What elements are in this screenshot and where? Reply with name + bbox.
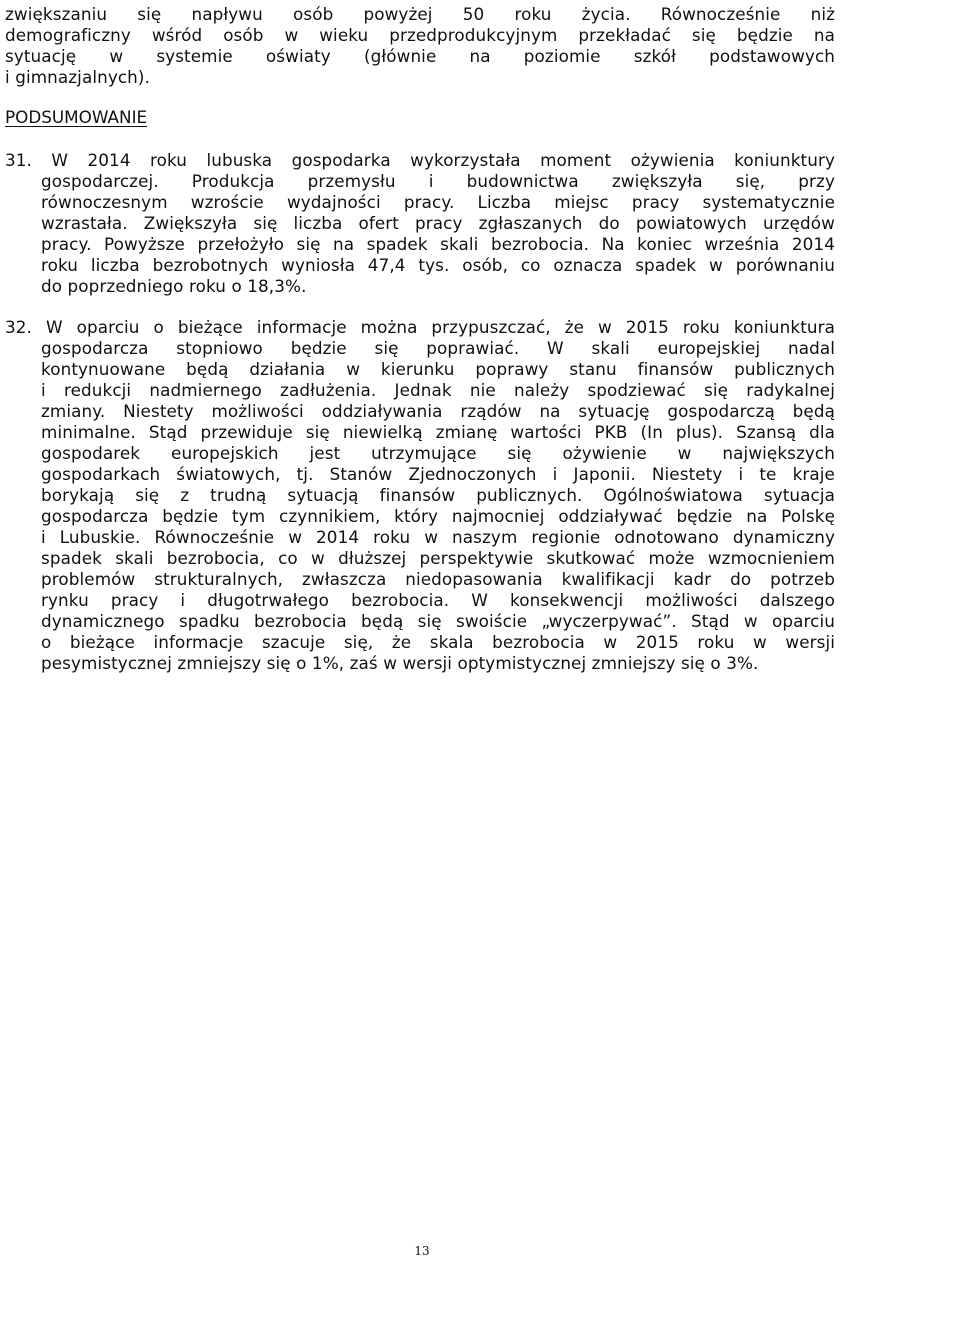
paragraph-32-line: 32. W oparciu o bieżące informacje można przypuszczać, że w 2015 roku koniunktura — [5, 317, 835, 337]
intro-line: i gimnazjalnych). — [5, 67, 151, 87]
paragraph-31-line: pracy. Powyższe przełożyło się na spadek skali bezrobocia. Na koniec września 2014 — [41, 234, 835, 254]
paragraph-32-line: gospodarkach światowych, tj. Stanów Zjednoczonych i Japonii. Niestety i te kraje — [41, 464, 835, 484]
paragraph-32-line: gospodarcza będzie tym czynnikiem, który najmocniej oddziaływać będzie na Polskę — [41, 506, 835, 526]
paragraph-32-line: dynamicznego spadku bezrobocia będą się swoiście „wyczerpywać”. Stąd w oparciu — [41, 611, 835, 631]
paragraph-32-line: i redukcji nadmiernego zadłużenia. Jednak nie należy spodziewać się radykalnej — [41, 380, 835, 400]
paragraph-32-line: pesymistycznej zmniejszy się o 1%, zaś w wersji optymistycznej zmniejszy się o 3%. — [41, 653, 759, 673]
paragraph-31-line: gospodarczej. Produkcja przemysłu i budownictwa zwiększyła się, przy — [41, 171, 835, 191]
paragraph-31-line: do poprzedniego roku o 18,3%. — [41, 276, 307, 296]
paragraph-32-line: borykają się z trudną sytuacją finansów publicznych. Ogólnoświatowa sytuacja — [41, 485, 835, 505]
intro-line: zwiększaniu się napływu osób powyżej 50 roku życia. Równocześnie niż — [5, 4, 835, 24]
paragraph-32-line: kontynuowane będą działania w kierunku poprawy stanu finansów publicznych — [41, 359, 835, 379]
paragraph-32-line: rynku pracy i długotrwałego bezrobocia. W konsekwencji możliwości dalszego — [41, 590, 835, 610]
page-number: 13 — [414, 1244, 430, 1258]
paragraph-31-line: 31. W 2014 roku lubuska gospodarka wykorzystała moment ożywienia koniunktury — [5, 150, 835, 170]
section-heading: PODSUMOWANIE — [5, 107, 148, 127]
paragraph-32-line: zmiany. Niestety możliwości oddziaływania rządów na sytuację gospodarczą będą — [41, 401, 835, 421]
paragraph-32-line: gospodarcza stopniowo będzie się poprawiać. W skali europejskiej nadal — [41, 338, 835, 358]
paragraph-31-line: wzrastała. Zwiększyła się liczba ofert pracy zgłaszanych do powiatowych urzędów — [41, 213, 835, 233]
intro-line: demograficzny wśród osób w wieku przedprodukcyjnym przekładać się będzie na — [5, 25, 835, 45]
paragraph-31-line: równoczesnym wzroście wydajności pracy. Liczba miejsc pracy systematycznie — [41, 192, 835, 212]
paragraph-31-line: roku liczba bezrobotnych wyniosła 47,4 tys. osób, co oznacza spadek w porównaniu — [41, 255, 835, 275]
paragraph-32-line: o bieżące informacje szacuje się, że skala bezrobocia w 2015 roku w wersji — [41, 632, 835, 652]
paragraph-32-line: minimalne. Stąd przewiduje się niewielką zmianę wartości PKB (In plus). Szansą dla — [41, 422, 835, 442]
intro-line: sytuację w systemie oświaty (głównie na poziomie szkół podstawowych — [5, 46, 835, 66]
paragraph-32-line: problemów strukturalnych, zwłaszcza niedopasowania kwalifikacji kadr do potrzeb — [41, 569, 835, 589]
paragraph-32-line: spadek skali bezrobocia, co w dłuższej perspektywie skutkować może wzmocnieniem — [41, 548, 835, 568]
paragraph-32-line: gospodarek europejskich jest utrzymujące się ożywienie w największych — [41, 443, 835, 463]
paragraph-32-line: i Lubuskie. Równocześnie w 2014 roku w naszym regionie odnotowano dynamiczny — [41, 527, 835, 547]
